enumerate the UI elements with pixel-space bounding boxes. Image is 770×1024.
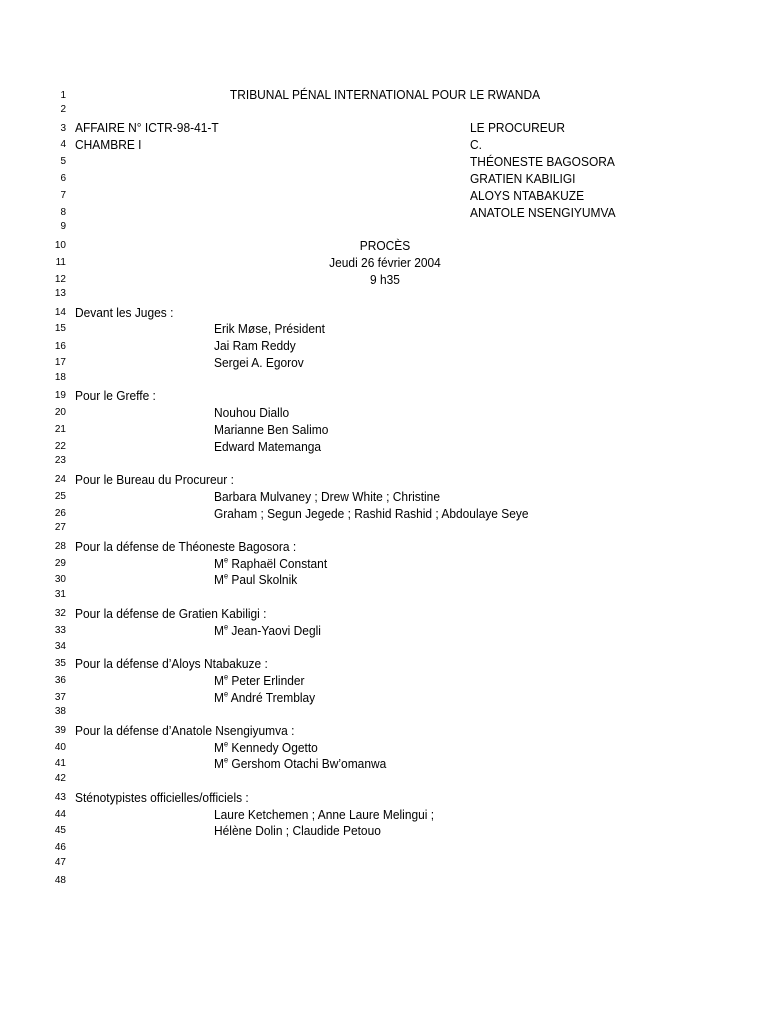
tribunal-title: TRIBUNAL PÉNAL INTERNATIONAL POUR LE RWANDA	[229, 87, 541, 102]
prosecution-names: Graham ; Segun Jegede ; Rashid Rashid ; Abdoulaye Seye	[214, 506, 529, 521]
line-number: 45	[54, 825, 66, 836]
session-time: 9 h35	[370, 272, 400, 287]
line-number: 48	[54, 875, 66, 886]
line-number: 38	[54, 706, 66, 717]
judge-name: Jai Ram Reddy	[214, 338, 296, 353]
line-number: 35	[54, 658, 66, 669]
judge-name: Erik Møse, Président	[214, 321, 326, 336]
judges-heading: Devant les Juges :	[75, 305, 174, 320]
registry-name: Marianne Ben Salimo	[214, 422, 329, 437]
line-number: 7	[60, 190, 66, 201]
defense-counsel: Me André Tremblay	[214, 689, 316, 705]
stenographers-heading: Sténotypistes officielles/officiels :	[75, 790, 249, 805]
party-versus: C.	[470, 137, 482, 152]
chamber: CHAMBRE I	[75, 137, 142, 152]
line-number: 23	[54, 455, 66, 466]
session-title: PROCÈS	[359, 238, 411, 253]
party-accused: ALOYS NTABAKUZE	[470, 188, 585, 203]
line-number: 4	[60, 139, 66, 150]
line-number: 9	[60, 221, 66, 232]
line-number: 44	[54, 809, 66, 820]
line-number: 22	[54, 441, 66, 452]
registry-name: Edward Matemanga	[214, 439, 322, 454]
registry-heading: Pour le Greffe :	[75, 388, 156, 403]
line-number: 13	[54, 288, 66, 299]
party-prosecutor: LE PROCUREUR	[470, 120, 566, 135]
line-number: 41	[54, 758, 66, 769]
line-number: 30	[54, 574, 66, 585]
defense-kabiligi-heading: Pour la défense de Gratien Kabiligi :	[75, 606, 267, 621]
stenographer-names: Laure Ketchemen ; Anne Laure Melingui ;	[214, 807, 435, 822]
line-number: 33	[54, 625, 66, 636]
line-number: 18	[54, 372, 66, 383]
defense-bagosora-heading: Pour la défense de Théoneste Bagosora :	[75, 539, 297, 554]
line-number: 24	[54, 474, 66, 485]
prosecution-names: Barbara Mulvaney ; Drew White ; Christine	[214, 489, 441, 504]
party-accused: GRATIEN KABILIGI	[470, 171, 576, 186]
line-number: 20	[54, 407, 66, 418]
line-number: 47	[54, 857, 66, 868]
prosecution-heading: Pour le Bureau du Procureur :	[75, 472, 234, 487]
line-number: 36	[54, 675, 66, 686]
defense-counsel: Me Raphaël Constant	[214, 555, 328, 571]
line-number: 5	[60, 156, 66, 167]
line-number: 32	[54, 608, 66, 619]
case-number: AFFAIRE N° ICTR-98-41-T	[75, 120, 219, 135]
defense-counsel: Me Paul Skolnik	[214, 571, 298, 587]
line-number: 46	[54, 842, 66, 853]
line-number: 8	[60, 207, 66, 218]
line-number: 15	[54, 323, 66, 334]
line-number: 16	[54, 341, 66, 352]
line-number: 27	[54, 522, 66, 533]
defense-counsel: Me Gershom Otachi Bw’omanwa	[214, 755, 387, 771]
line-number: 19	[54, 390, 66, 401]
judge-name: Sergei A. Egorov	[214, 355, 304, 370]
line-number: 6	[60, 173, 66, 184]
line-number: 2	[60, 104, 66, 115]
defense-counsel: Me Peter Erlinder	[214, 672, 305, 688]
defense-ntabakuze-heading: Pour la défense d’Aloys Ntabakuze :	[75, 656, 268, 671]
line-number: 12	[54, 274, 66, 285]
line-number: 29	[54, 558, 66, 569]
party-accused: ANATOLE NSENGIYUMVA	[470, 205, 616, 220]
line-number: 39	[54, 725, 66, 736]
line-number: 31	[54, 589, 66, 600]
line-number: 10	[54, 240, 66, 251]
defense-counsel: Me Kennedy Ogetto	[214, 739, 318, 755]
line-number: 14	[54, 307, 66, 318]
line-number: 21	[54, 424, 66, 435]
line-number: 37	[54, 692, 66, 703]
line-number: 28	[54, 541, 66, 552]
line-number: 26	[54, 508, 66, 519]
line-number: 40	[54, 742, 66, 753]
line-number: 25	[54, 491, 66, 502]
defense-counsel: Me Jean-Yaovi Degli	[214, 622, 321, 638]
line-number: 3	[60, 123, 66, 134]
party-accused: THÉONESTE BAGOSORA	[470, 154, 615, 169]
line-number: 34	[54, 641, 66, 652]
stenographer-names: Hélène Dolin ; Claudide Petouo	[214, 823, 381, 838]
defense-nsengiyumva-heading: Pour la défense d’Anatole Nsengiyumva :	[75, 723, 295, 738]
line-number: 11	[55, 257, 66, 268]
registry-name: Nouhou Diallo	[214, 405, 290, 420]
line-number: 17	[54, 357, 66, 368]
line-number: 43	[54, 792, 66, 803]
line-number: 42	[54, 773, 66, 784]
line-number: 1	[60, 90, 66, 101]
session-date: Jeudi 26 février 2004	[329, 255, 441, 270]
